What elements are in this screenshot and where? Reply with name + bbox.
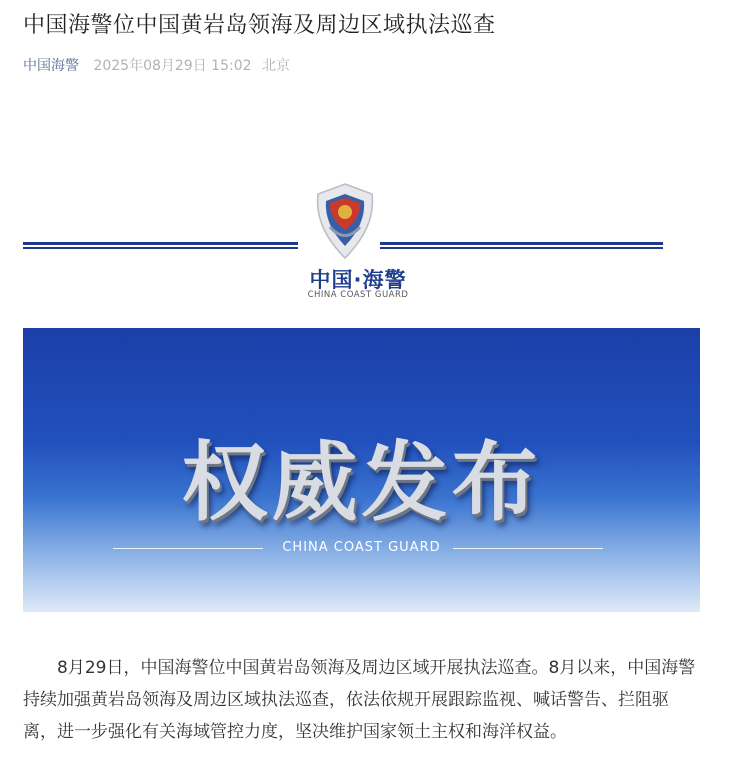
article-body: 8月29日，中国海警位中国黄岩岛领海及周边区域开展执法巡查。8月以来，中国海警持续加强黄岩岛领海及周边区域执法巡查，依法依规开展跟踪监视、喊话警告、拦阻驱离，进一步强化有关海域管控力度，坚决维护国家领土主权和海洋权益。 — [23, 658, 696, 742]
logo-cn-text: 中国·海警 — [309, 268, 407, 292]
logo-en-text: CHINA COAST GUARD — [307, 290, 409, 300]
article-title: 中国海警位中国黄岩岛领海及周边区域执法巡查 — [23, 13, 496, 38]
divider-left — [23, 242, 298, 249]
banner-subtitle: CHINA COAST GUARD — [282, 540, 441, 555]
banner-title: 权威发布 — [181, 433, 542, 533]
divider-right — [380, 242, 663, 249]
authoritative-release-banner — [23, 328, 700, 612]
banner-line-right — [453, 548, 603, 549]
coast-guard-emblem-icon — [310, 182, 380, 260]
coast-guard-logo-image — [23, 180, 663, 305]
publish-datetime: 2025年08月29日 15:02 — [93, 58, 252, 74]
publish-location: 北京 — [261, 58, 290, 74]
article-meta — [23, 55, 296, 75]
source-link[interactable]: 中国海警 — [23, 58, 79, 74]
